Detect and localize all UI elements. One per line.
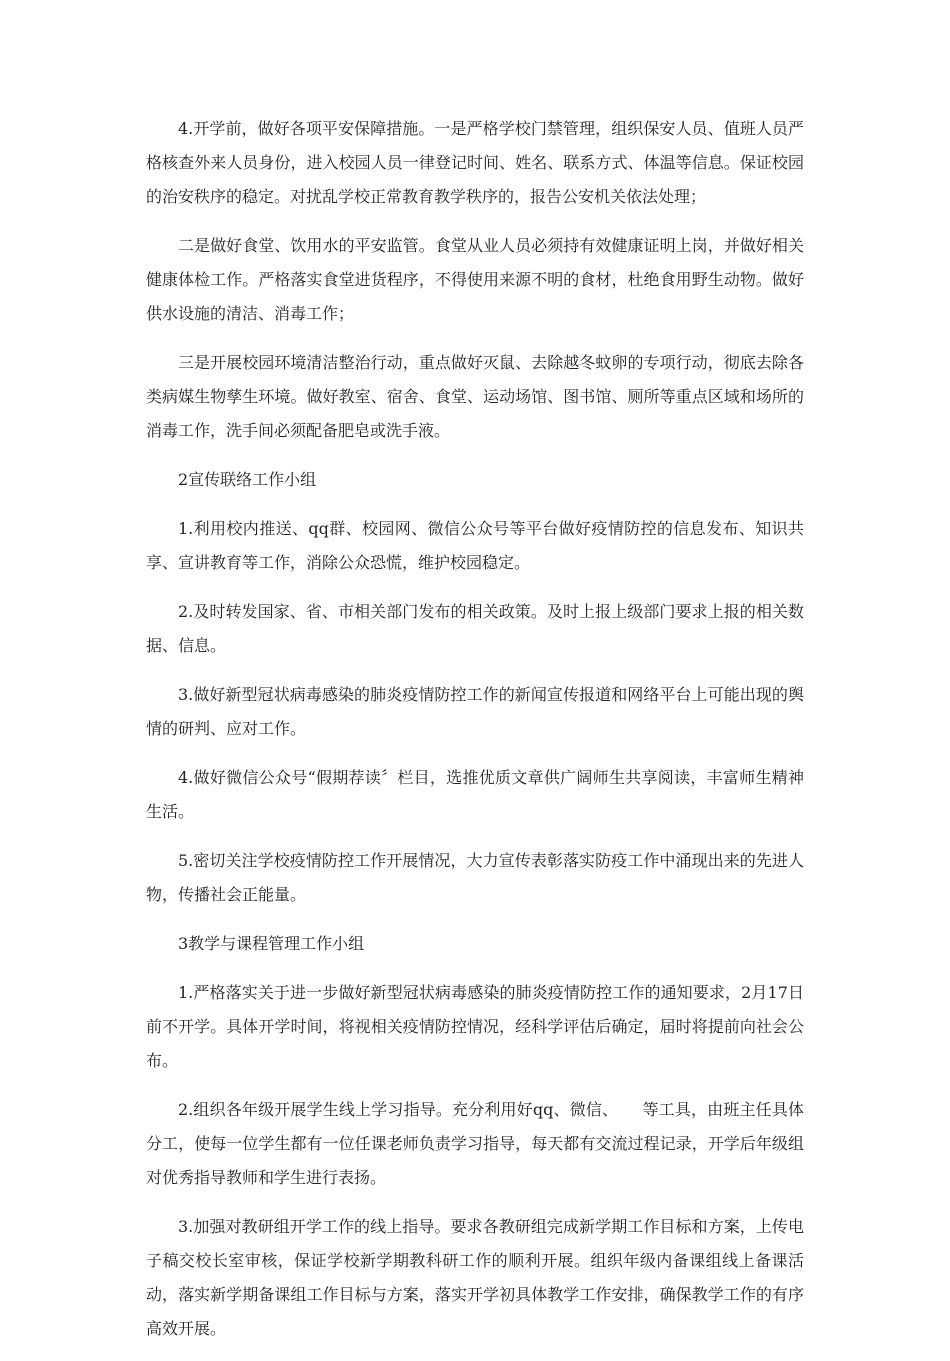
paragraph-campus-cleaning: 三是开展校园环境清洁整治行动，重点做好灭鼠、去除越冬蚊卵的专项行动，彻底去除各类病媒生物孳生环境。做好教室、宿舍、食堂、运动场馆、图书馆、厕所等重点区域和场所的消毒工作，洗手间必须配备肥皂或洗手液。 — [146, 353, 804, 440]
paragraph-publicity-4: 4.做好微信公众号“假期荐读〞栏目，选推优质文章供广阔师生共享阅读，丰富师生精神生活。 — [146, 768, 804, 821]
document-body — [146, 112, 804, 1361]
section-heading-teaching: 3教学与课程管理工作小组 — [178, 934, 365, 953]
paragraph-publicity-3: 3.做好新型冠状病毒感染的肺炎疫情防控工作的新闻宣传报道和网络平台上可能出现的舆情的研判、应对工作。 — [146, 685, 804, 738]
paragraph-canteen-water: 二是做好食堂、饮用水的平安监管。食堂从业人员必须持有效健康证明上岗，并做好相关健康体检工作。严格落实食堂进货程序，不得使用来源不明的食材，杜绝食用野生动物。做好供水设施的清洁、消毒工作； — [146, 236, 804, 323]
paragraph-teaching-3: 3.加强对教研组开学工作的线上指导。要求各教研组完成新学期工作目标和方案，上传电子稿交校长室审核，保证学校新学期教科研工作的顺利开展。组织年级内备课组线上备课活动，落实新学期备课组工作目标与方案，落实开学初具体教学工作安排，确保教学工作的有序高效开展。 — [146, 1217, 804, 1338]
paragraph-safety-measures: 4.开学前，做好各项平安保障措施。一是严格学校门禁管理，组织保安人员、值班人员严格核查外来人员身份，进入校园人员一律登记时间、姓名、联系方式、体温等信息。保证校园的治安秩序的稳定。对扰乱学校正常教育教学秩序的，报告公安机关依法处理； — [146, 119, 804, 206]
section-heading-publicity: 2宣传联络工作小组 — [178, 470, 317, 489]
paragraph-teaching-1: 1.严格落实关于进一步做好新型冠状病毒感染的肺炎疫情防控工作的通知要求，2月17日前不开学。具体开学时间，将视相关疫情防控情况，经科学评估后确定，届时将提前向社会公布。 — [146, 983, 804, 1070]
paragraph-teaching-2: 2.组织各年级开展学生线上学习指导。充分利用好qq、微信、 等工具，由班主任具体分工，使每一位学生都有一位任课老师负责学习指导，每天都有交流过程记录，开学后年级组对优秀指导教师和学生进行表扬。 — [146, 1100, 804, 1187]
paragraph-publicity-2: 2.及时转发国家、省、市相关部门发布的相关政策。及时上报上级部门要求上报的相关数据、信息。 — [146, 602, 804, 655]
paragraph-publicity-5: 5.密切关注学校疫情防控工作开展情况，大力宣传表彰落实防疫工作中涌现出来的先进人物，传播社会正能量。 — [146, 851, 804, 904]
paragraph-publicity-1: 1.利用校内推送、qq群、校园网、微信公众号等平台做好疫情防控的信息发布、知识共享、宣讲教育等工作，消除公众恐慌，维护校园稳定。 — [146, 519, 804, 572]
